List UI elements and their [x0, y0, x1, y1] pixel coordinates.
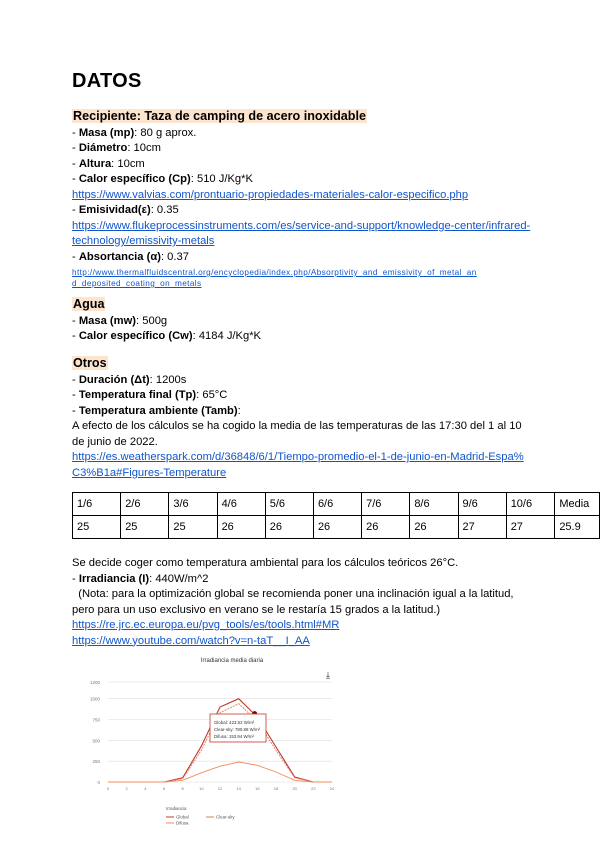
agua-calor-line: - Calor específico (Cw): 4184 J/Kg*K [72, 330, 262, 342]
y-tick-label: 1000 [89, 696, 100, 702]
table-cell: 26 [217, 516, 265, 539]
table-cell: 26 [362, 516, 410, 539]
recipiente-heading: Recipiente: Taza de camping de acero inoxidable [73, 109, 367, 123]
tooltip-line: Clear-sky: 780.88 W/m² [214, 727, 261, 732]
pvg-link[interactable]: https://re.jrc.ec.europa.eu/pvg_tools/es/tools.html#MR [72, 619, 340, 631]
emisividad-line: - Emisividad(ε): 0.35 [72, 204, 179, 216]
calor-link[interactable]: https://www.valvias.com/prontuario-propiedades-materiales-calor-especifico.php [72, 188, 469, 201]
table-cell: 26 [313, 516, 361, 539]
otros-heading: Otros [73, 356, 107, 370]
table-cell: 26 [410, 516, 458, 539]
agua-masa-line: - Masa (mw): 500g [72, 314, 168, 327]
x-tick-label: 16 [255, 786, 260, 791]
calor-line: - Calor específico (Cp): 510 J/Kg*K [72, 173, 253, 185]
irradiancia-line: - Irradiancia (I): 440W/m^2 [72, 572, 209, 585]
x-tick-label: 22 [311, 786, 316, 791]
masa-line: - Masa (mp): 80 g aprox. [72, 126, 197, 139]
absortancia-link[interactable]: http://www.thermalfluidscentral.org/encyclopedia/index.php/Absorptivity_and_emissivity_of_metal_an [72, 268, 477, 277]
recipiente-section [72, 109, 532, 289]
table-header-cell: 6/6 [313, 493, 361, 516]
table-header-cell: 7/6 [362, 493, 410, 516]
table-header-cell: 9/6 [458, 493, 506, 516]
legend-item: Clear-sky [216, 814, 235, 820]
table-header-cell: Media [555, 493, 600, 516]
y-tick-label: 750 [92, 717, 100, 723]
x-tick-label: 20 [292, 786, 297, 791]
x-tick-label: 14 [236, 786, 241, 791]
legend-item: Difusa [176, 820, 189, 826]
page-title: DATOS [72, 70, 142, 92]
x-tick-label: 2 [125, 786, 128, 791]
table-cell: 27 [458, 516, 506, 539]
download-icon: ⤓ [326, 671, 330, 681]
temperature-table [72, 492, 600, 539]
agua-heading: Agua [73, 297, 105, 311]
absortancia-line: - Absortancia (α): 0.37 [72, 250, 189, 263]
y-tick-label: 1200 [89, 680, 100, 685]
table-header-cell: 4/6 [217, 493, 265, 516]
altura-line: - Altura: 10cm [72, 157, 145, 170]
table-header-cell: 1/6 [73, 493, 121, 516]
y-tick-label: 0 [97, 780, 100, 785]
weather-link-cont[interactable]: C3%B1a#Figures-Temperature [72, 466, 227, 479]
irradiance-chart [70, 652, 342, 830]
table-cell: 25 [121, 516, 169, 539]
x-tick-label: 6 [162, 786, 166, 791]
weather-link[interactable]: https://es.weatherspark.com/d/36848/6/1/Tiempo-promedio-el-1-de-junio-en-Madrid-Espa% [72, 451, 524, 463]
table-cell: 27 [506, 516, 555, 539]
y-tick-label: 500 [92, 738, 100, 744]
table-cell: 26 [265, 516, 313, 539]
x-tick-label: 0 [106, 786, 110, 791]
legend-item: Global [176, 814, 189, 820]
otros-section [72, 356, 532, 481]
temp-amb-line: - Temperatura ambiente (Tamb): [72, 404, 241, 417]
x-tick-label: 10 [199, 786, 204, 791]
x-tick-label: 24 [329, 786, 335, 791]
table-cell: 25.9 [555, 516, 600, 539]
temp-final-line: - Temperatura final (Tp): 65°C [72, 389, 228, 401]
diametro-line: - Diámetro: 10cm [72, 142, 161, 154]
emisividad-link-cont[interactable]: technology/emissivity-metals [72, 235, 215, 247]
youtube-link[interactable]: https://www.youtube.com/watch?v=n-taT__I_AA [72, 634, 310, 647]
emisividad-link[interactable]: https://www.flukeprocessinstruments.com/es/service-and-support/knowledge-center/infrared- [72, 219, 531, 232]
x-tick-label: 18 [273, 786, 279, 791]
x-tick-label: 12 [217, 786, 223, 791]
legend-title: Irradiancia [166, 806, 187, 811]
duracion-line: - Duración (Δt): 1200s [72, 373, 187, 386]
table-header-cell: 8/6 [410, 493, 458, 516]
table-header-cell: 5/6 [265, 493, 313, 516]
absortancia-link-cont[interactable]: d_deposited_coating_on_metals [72, 279, 202, 288]
x-tick-label: 8 [181, 786, 184, 791]
table-header-row [73, 493, 600, 516]
agua-section [72, 297, 532, 345]
table-cell: 25 [73, 516, 121, 539]
table-header-cell: 2/6 [121, 493, 169, 516]
nota-text-cont: pero para un uso exclusivo en verano se le restaría 15 grados a la latitud.) [72, 603, 441, 616]
table-header-cell: 3/6 [169, 493, 217, 516]
tooltip-line: Difusa: 153.94 W/m² [214, 734, 255, 739]
table-cell: 25 [169, 516, 217, 539]
y-tick-label: 250 [92, 759, 100, 765]
nota-text: (Nota: para la optimización global se recomienda poner una inclinación igual a la latitud, [72, 588, 514, 600]
table-value-row [73, 516, 600, 539]
efecto-text-cont: de junio de 2022. [72, 435, 158, 448]
table-header-cell: 10/6 [506, 493, 555, 516]
irradiancia-section [72, 556, 532, 649]
chart-title: Irradiancia media diaria [200, 658, 264, 664]
decide-text: Se decide coger como temperatura ambiental para los cálculos teóricos 26°C. [72, 557, 459, 569]
efecto-text: A efecto de los cálculos se ha cogido la media de las temperaturas de las 17:30 del 1 al 10 [72, 420, 522, 432]
tooltip-line: Global: 423.52 W/m² [214, 720, 255, 725]
x-tick-label: 4 [144, 786, 147, 791]
